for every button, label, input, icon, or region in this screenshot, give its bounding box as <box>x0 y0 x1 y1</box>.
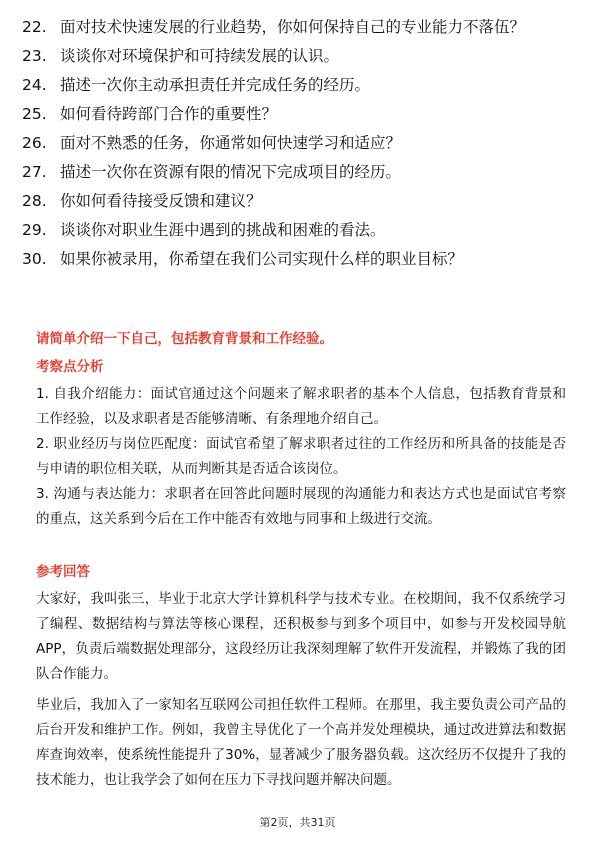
question-list <box>22 14 572 275</box>
analysis-section <box>36 356 566 532</box>
question-text: 如何看待跨部门合作的重要性？ <box>60 105 278 123</box>
analysis-title: 考察点分析 <box>36 359 104 375</box>
analysis-point: 1. 自我介绍能力：面试官通过这个问题来了解求职者的基本个人信息，包括教育背景和工作经验，以及求职者是否能够清晰、有条理地介绍自己。 <box>36 386 566 427</box>
question-text: 你如何看待接受反馈和建议？ <box>60 192 262 210</box>
question-number: 27. <box>22 163 47 181</box>
question-item <box>22 130 572 157</box>
answer-title: 参考回答 <box>36 564 90 580</box>
question-text: 如果你被录用，你希望在我们公司实现什么样的职业目标？ <box>60 250 464 268</box>
question-number: 26. <box>22 134 47 152</box>
question-item <box>22 159 572 186</box>
question-number: 23. <box>22 47 47 65</box>
question-text: 描述一次你主动承担责任并完成任务的经历。 <box>60 76 371 94</box>
question-text: 谈谈你对职业生涯中遇到的挑战和困难的看法。 <box>60 221 386 239</box>
question-item <box>22 246 572 273</box>
question-number: 22. <box>22 18 47 36</box>
question-item <box>22 14 572 41</box>
question-text: 面对技术快速发展的行业趋势，你如何保持自己的专业能力不落伍？ <box>60 18 526 36</box>
question-item <box>22 217 572 244</box>
question-number: 29. <box>22 221 47 239</box>
question-item <box>22 43 572 70</box>
answer-paragraph: 大家好，我叫张三，毕业于北京大学计算机科学与技术专业。在校期间，我不仅系统学习了编程、数据结构与算法等核心课程，还积极参与到多个项目中，如参与开发校园导航APP，负责后端数据处理部分，这段经历让我深刻理解了软件开发流程，并锻炼了我的团队合作能力。 <box>36 591 566 682</box>
question-number: 28. <box>22 192 47 210</box>
question-number: 24. <box>22 76 47 94</box>
answer-section <box>36 561 566 793</box>
question-text: 谈谈你对环境保护和可持续发展的认识。 <box>60 47 340 65</box>
question-item <box>22 72 572 99</box>
prompt-question-section <box>36 328 566 350</box>
question-item <box>22 101 572 128</box>
question-text: 面对不熟悉的任务，你通常如何快速学习和适应？ <box>60 134 402 152</box>
question-item <box>22 188 572 215</box>
analysis-point: 3. 沟通与表达能力：求职者在回答此问题时展现的沟通能力和表达方式也是面试官考察的重点，这关系到今后在工作中能否有效地与同事和上级进行交流。 <box>36 486 566 527</box>
question-number: 30. <box>22 250 47 268</box>
question-number: 25. <box>22 105 47 123</box>
prompt-question: 请简单介绍一下自己，包括教育背景和工作经验。 <box>36 331 333 347</box>
question-text: 描述一次你在资源有限的情况下完成项目的经历。 <box>60 163 402 181</box>
page-footer: 第2页，共31页 <box>259 816 336 829</box>
answer-paragraph: 毕业后，我加入了一家知名互联网公司担任软件工程师。在那里，我主要负责公司产品的后台开发和维护工作。例如，我曾主导优化了一个高并发处理模块，通过改进算法和数据库查询效率，使系统性能提升了30%，显著减少了服务器负载。这次经历不仅提升了我的技术能力，也让我学会了如何在压力下寻找问题并解决问题。 <box>36 697 566 788</box>
analysis-point: 2. 职业经历与岗位匹配度：面试官希望了解求职者过往的工作经历和所具备的技能是否与申请的职位相关联，从而判断其是否适合该岗位。 <box>36 436 566 477</box>
